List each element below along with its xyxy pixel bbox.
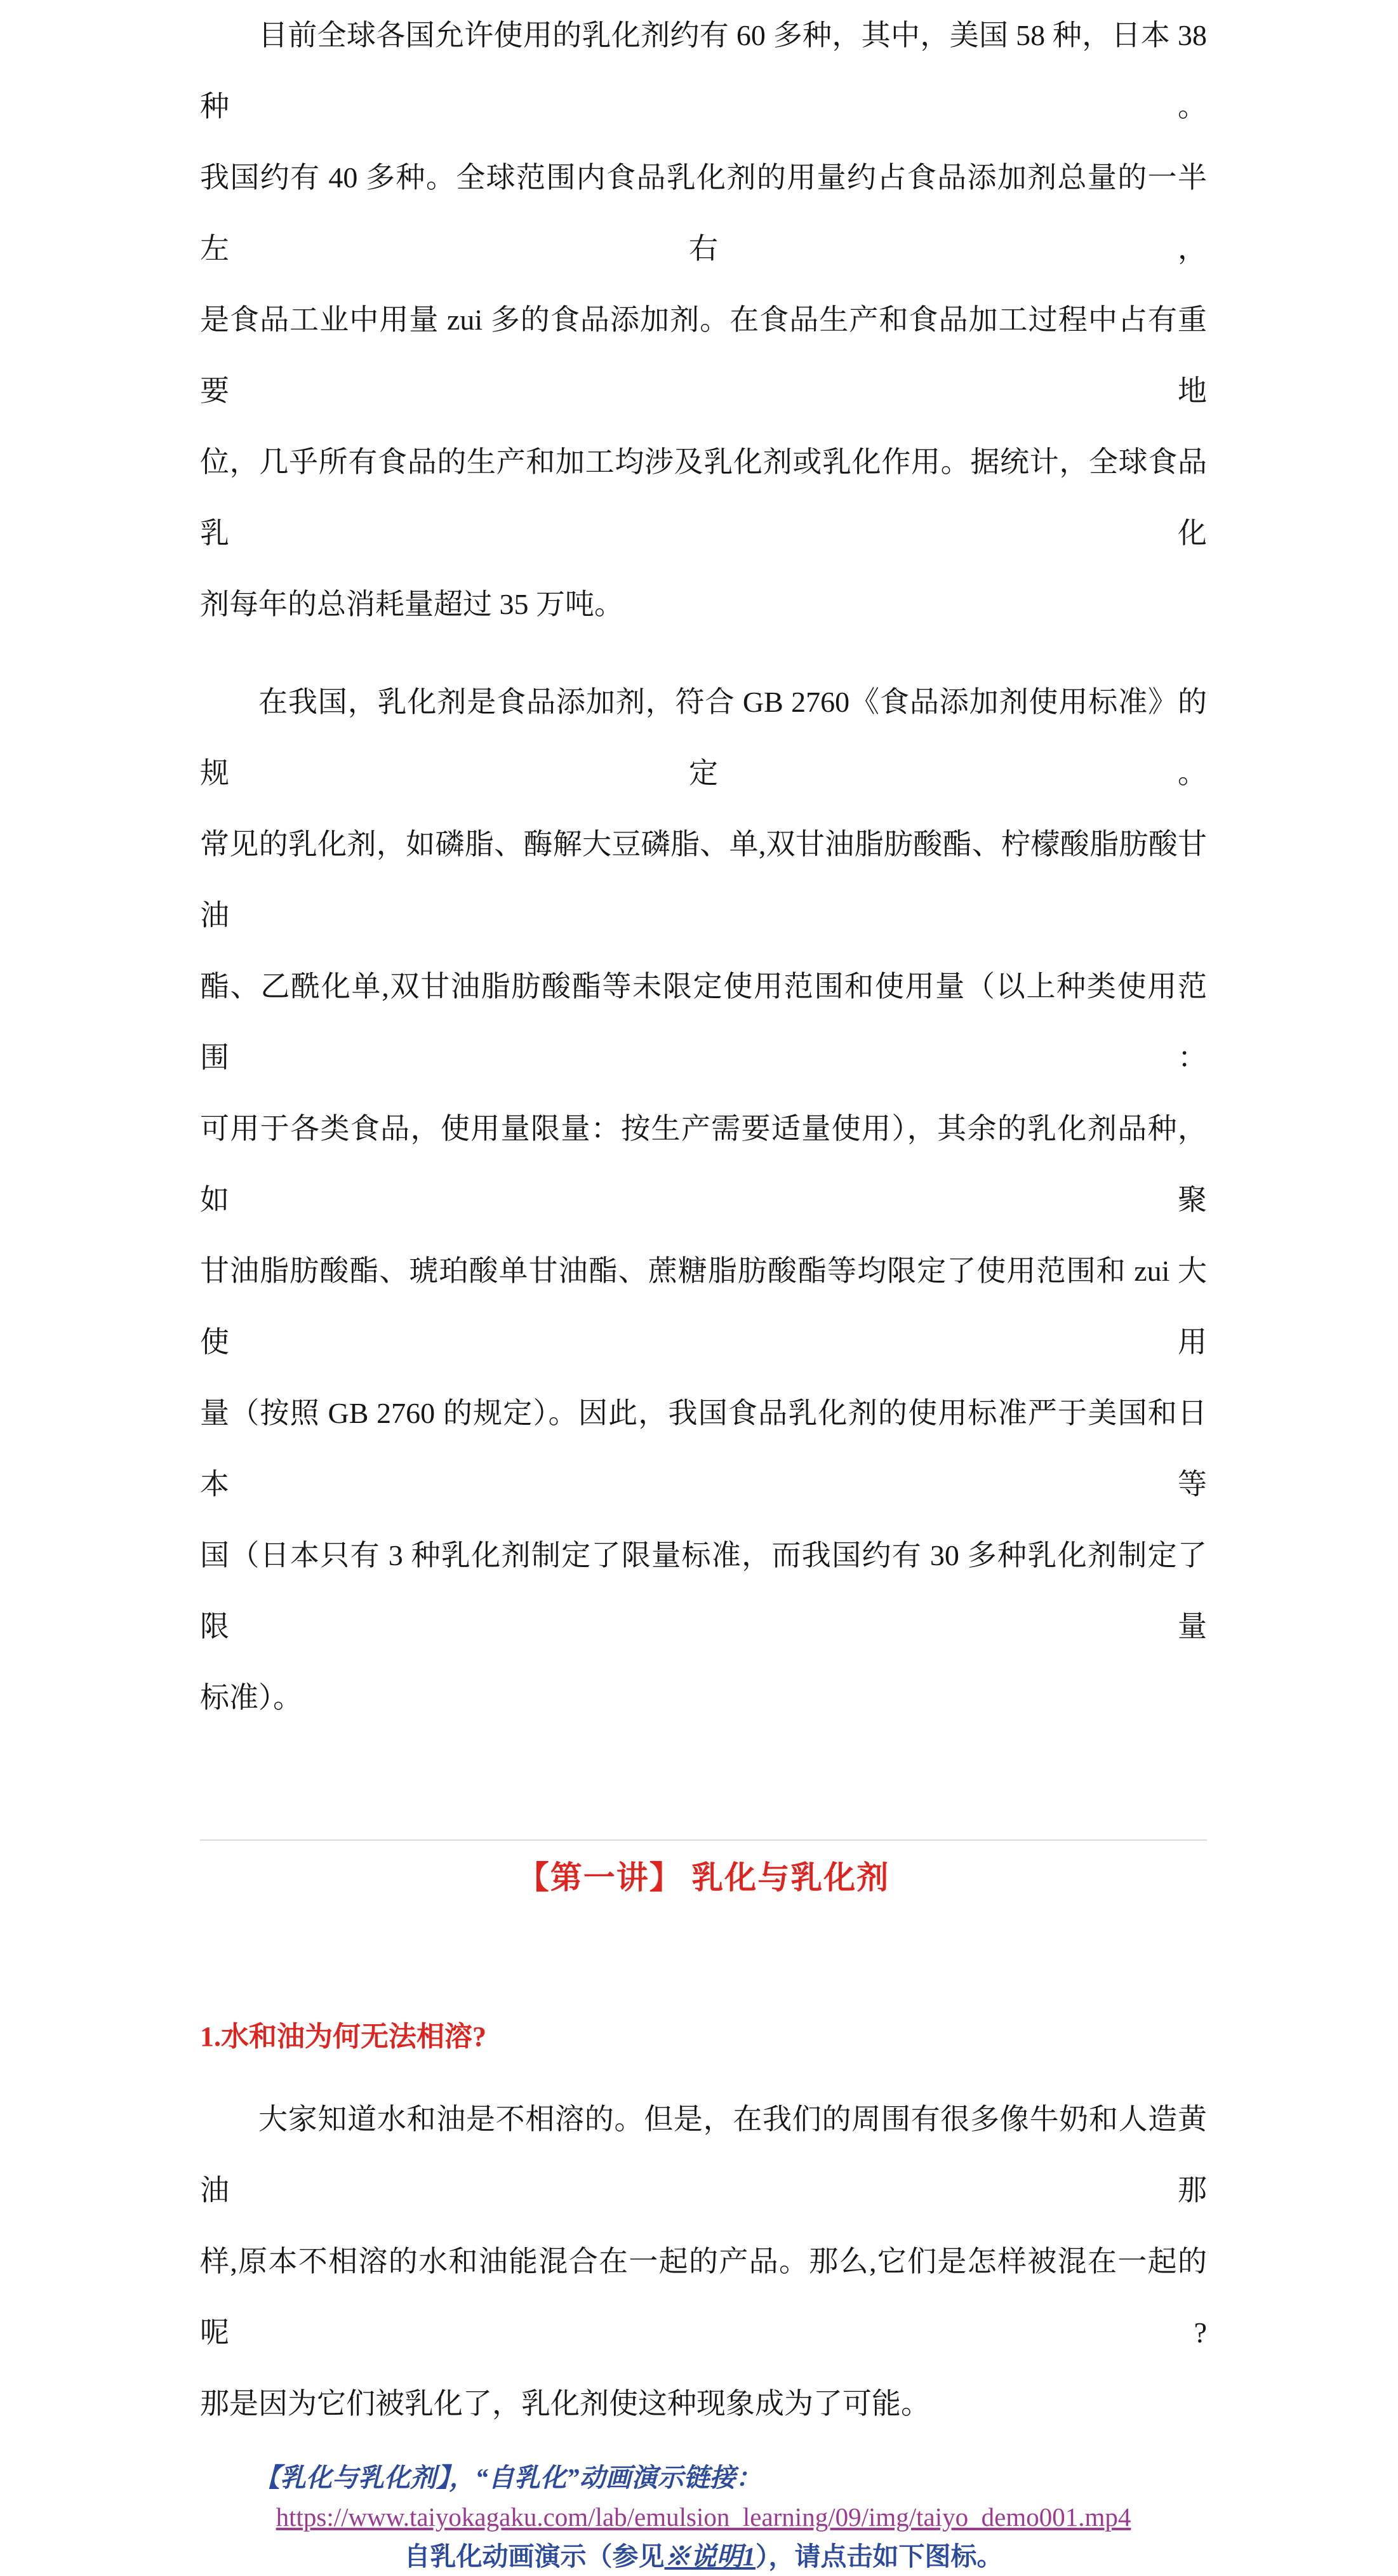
paragraph-china-regulation	[200, 667, 1207, 1733]
demo-instruction-prefix: 自乳化动画演示（参见	[404, 2542, 665, 2571]
demo-instruction-line	[200, 2537, 1207, 2576]
text-line: 目前全球各国允许使用的乳化剂约有 60 多种，其中，美国 58 种，日本 38 种。	[200, 19, 1207, 123]
text-line: 那是因为它们被乳化了，乳化剂使这种现象成为了可能。	[200, 2387, 930, 2420]
media-links-block	[200, 2458, 1207, 2576]
text-line: 剂每年的总消耗量超过 35 万吨。	[200, 588, 623, 620]
text-line: 量（按照 GB 2760 的规定）。因此，我国食品乳化剂的使用标准严于美国和日本等	[200, 1397, 1207, 1500]
text-line: 标准）。	[200, 1681, 302, 1714]
subsection-heading: 1.水和油为何无法相溶?	[200, 2021, 486, 2052]
section-divider	[200, 1839, 1207, 1841]
video-url-line	[200, 2497, 1207, 2537]
text-line: 常见的乳化剂，如磷脂、酶解大豆磷脂、单,双甘油脂肪酸酯、柠檬酸脂肪酸甘油	[200, 828, 1207, 931]
text-line: 酯、乙酰化单,双甘油脂肪酸酯等未限定使用范围和使用量（以上种类使用范围：	[200, 970, 1207, 1074]
video-url-link[interactable]: https://www.taiyokagaku.com/lab/emulsion_learning/09/img/taiyo_demo001.mp4	[276, 2502, 1131, 2532]
paragraph-global-emulsifier-stats	[200, 0, 1207, 640]
section-heading: 【第一讲】 乳化与乳化剂	[517, 1860, 890, 1895]
note-1-link[interactable]: ※说明1	[664, 2542, 756, 2571]
text-line: 位，几乎所有食品的生产和加工均涉及乳化剂或乳化作用。据统计，全球食品乳化	[200, 446, 1207, 549]
paragraph-water-oil-immiscible	[200, 2084, 1207, 2439]
text-line: 样,原本不相溶的水和油能混合在一起的产品。那么,它们是怎样被混在一起的呢?	[200, 2245, 1207, 2349]
text-line: 我国约有 40 多种。全球范围内食品乳化剂的用量约占食品添加剂总量的一半左右，	[200, 161, 1207, 265]
demo-instruction-suffix: ），请点击如下图标。	[756, 2542, 1003, 2571]
text-line: 大家知道水和油是不相溶的。但是，在我们的周围有很多像牛奶和人造黄油那	[200, 2103, 1207, 2206]
animation-link-intro: 【乳化与乳化剂】，“自乳化”动画演示链接：	[254, 2463, 762, 2492]
text-line: 是食品工业中用量 zui 多的食品添加剂。在食品生产和食品加工过程中占有重要地	[200, 304, 1207, 407]
text-line: 甘油脂肪酸酯、琥珀酸单甘油酯、蔗糖脂肪酸酯等均限定了使用范围和 zui 大使用	[200, 1255, 1207, 1358]
text-line: 国（日本只有 3 种乳化剂制定了限量标准，而我国约有 30 多种乳化剂制定了限量	[200, 1539, 1207, 1643]
text-line: 在我国，乳化剂是食品添加剂，符合 GB 2760《食品添加剂使用标准》的规定。	[200, 686, 1207, 789]
text-line: 可用于各类食品，使用量限量：按生产需要适量使用），其余的乳化剂品种，如聚	[200, 1112, 1207, 1216]
document-content	[200, 0, 1207, 2576]
